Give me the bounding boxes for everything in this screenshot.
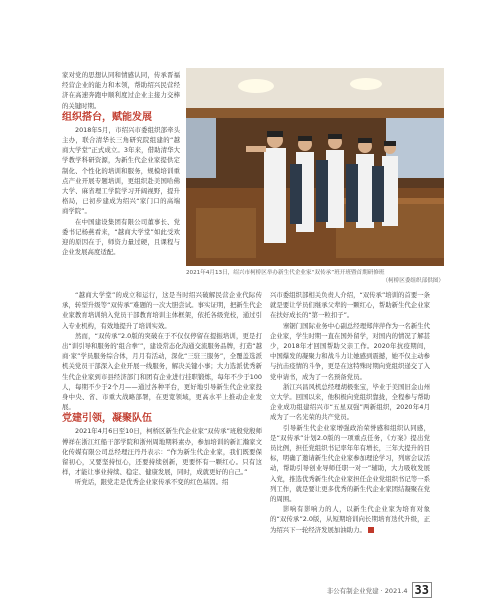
end-mark-icon	[368, 527, 374, 533]
section-heading-2: 党建引领，凝聚队伍	[62, 413, 152, 425]
paragraph: 兴市委组织部相关负责人介绍，“双传承”培训的首要一条就是要让学员们继承父辈的一颗红心，帮助新生代企业家在扶好成长的“第一粒扣子”。	[270, 291, 430, 320]
paragraph: 2021年4月6日至10日，柯桥区新生代企业家“双传承”班殷党殷师傅祥在浙江红船干部学院和浙州周地期料素办，参加培训的新汇瀚家文化传媒有限公司总经理汪丹丹表示：“作为新生代企业家，我们既要保留初心，又要坚持恒心，还要持续创新，更要怀有一颗红心。只有这样，才能让事业持续、稳定、健康发展，同时，成就更好的自己。”	[62, 427, 262, 477]
caption-text: 2021年4月13日，绍兴市柯桥区举办新生代企业家“双传承”班开班暨首期研修班	[186, 270, 385, 276]
article-column-right	[270, 290, 430, 535]
page-number: 33	[412, 582, 432, 598]
intro-paragraph: 家对党的思想认同和情感认同，传承晋福经营企业的能力和本领，帮助绍兴民营经济在高速奔跑中顺利度过企业主接力交棒的关键时期。	[62, 71, 180, 110]
article-column-bottom-left	[62, 290, 262, 488]
paragraph: 然而，“双传承”2.0版的突破在于不仅仅停留在提振培训，更是打出“训引导和服务的‘组合拳’”，建设常态化沟通交流服务品牌，打造“越商·家”学员服务综合体，月月有活动，深化“三驻三服务”，全覆盖选派机关党员干部深入企业开展一线服务，解决关键小事；大力选派优秀新生代企业家到市县经济部门和团有企业进行挂职锻炼，每年不少于100人，每期不少于2个月——通过各种平台，更好地引导新生代企业家投身中央、省、市重大战略部署，在更宽领域，更高水平上推动企业发展。	[62, 331, 262, 412]
paragraph: 听党话，跟党走是优秀企业家传承不变的红色基因。绍	[75, 478, 229, 487]
article-photo	[186, 68, 444, 266]
page-footer	[327, 582, 432, 598]
paragraph: 在中国建设集团有限公司董事长、党委书记杨燕看来，“越商大学堂”如此受欢迎的原因在于，师资力量过硬，且课程与企业发展高度适配。	[62, 217, 180, 257]
paragraph: 引导新生代企业家增强政治荣誉感和组织认同感，是“双传承”计划2.0版的一项重点任务，《方案》提出党员比例，担任党组织书记率年年有增长，三年大提升的目标，明确了邀请新生代企业家参加理论学习，列席会议活动，帮助引导创业导师任职一对一”辅助，大力吸收发展入党，推选优秀新生代企业家担任企业党组织书记等一系列工作，就是要让更多优秀的新生代企业家团结凝聚在党的周围。	[270, 423, 430, 504]
paragraph: 2018年5月，市绍兴市委组织部牵头主办，联合清华长三角研究院组建的“越商大学堂”正式成立。3年来，借助清华大学教学科研资源，为新生代企业家提供定制化、个性化的培训和服务，规模培训重点产业开展专题培训，更组织赴美国哈佛大学、麻省理工学院学习开阔视野，提升格局，已初步建成为绍兴“家门口的高端商学院”。	[62, 125, 180, 216]
paragraph-text: 影响有影响力的人，以新生代企业家为培育对象的“双传承”2.0版，从短期培训向长期培育迭代升级，正为绍兴下一轮经济发展加油助力。	[270, 505, 430, 534]
paragraph-last	[270, 504, 430, 535]
article-column-top-left	[62, 70, 180, 257]
photo-credit: （柯桥区委组织部供图）	[382, 278, 444, 284]
paragraph: 浙江兴昌风机总经理胡极张宝，毕业于美国旧金山州立大学。回国以来，他积极向党组织靠拢，全程参与帮助企业成功组建绍兴市“五星双强”两新组织，2020年4月成为了一名光荣的共产党员。	[270, 382, 430, 422]
paragraph: 寨锯门国际业务中心副总经理郑萍萍作为一名新生代企业家，学生时期一直在国外留学，对国内的情况了解甚少，2018年才回国帮助父亲工作。2020年抗疫期间，中国爆发的凝聚力和战斗力让她感到震撼，她不仅主动参与抗击疫情的斗争，更是在这特殊时期向党组织递交了入党申请书，成为了一名预备党员。	[270, 321, 430, 381]
photo-caption	[186, 269, 444, 285]
magazine-name: 非公有制企业党建 · 2021.4	[326, 586, 408, 595]
train-group-photo	[186, 68, 444, 266]
section-heading-1: 组织搭台，赋能发展	[62, 111, 152, 123]
paragraph: “越商大学堂”的成立和运行，这是当时绍兴破解民营企业代际传承，转型升级等“双传承”难题的一次大胆尝试。事实证明，把新生代企业家教育培训纳入党员干部教育培训主体框架，依托各级党校，通过引入专业机构，有效地提升了培训实效。	[62, 291, 262, 330]
